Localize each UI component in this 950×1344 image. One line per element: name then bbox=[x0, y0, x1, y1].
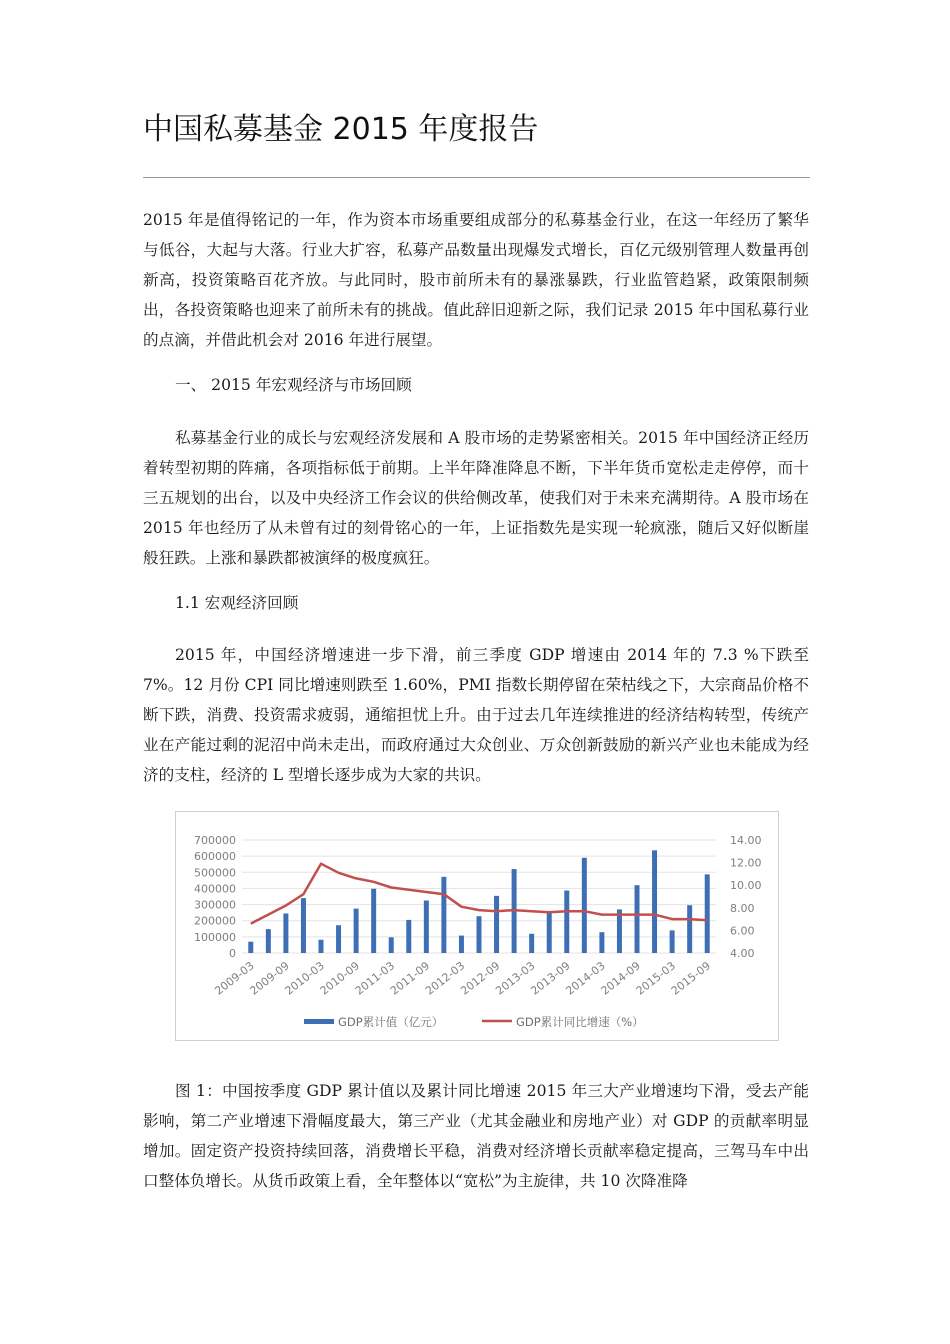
left-axis-tick-label: 300000 bbox=[194, 898, 236, 912]
gdp-bar bbox=[477, 916, 482, 953]
gdp-bar bbox=[266, 929, 271, 953]
section-1-paragraph: 私募基金行业的成长与宏观经济发展和 A 股市场的走势紧密相关。2015 年中国经济正经历着转型初期的阵痛，各项指标低于前期。上半年降准降息不断，下半年货币宽松走走停停，而十三五规划的出台，以及中央经济工作会议的供给侧改革，使我们对于未来充满期待。A 股市场在 2015 年也经历了从未曾有过的刻骨铭心的一年，上证指数先是实现一轮疯涨，随后又好似断崖般狂跌。上涨和暴跌都被演绎的极度疯狂。 bbox=[143, 429, 809, 567]
gdp-bar bbox=[354, 909, 359, 953]
left-axis-tick-label: 700000 bbox=[194, 834, 236, 847]
gdp-chart bbox=[175, 811, 779, 1041]
gdp-bar bbox=[670, 930, 675, 953]
right-axis-tick-label: 12.00 bbox=[730, 856, 762, 870]
gdp-bar bbox=[424, 901, 429, 953]
x-axis-tick-label: 2015-03 bbox=[633, 959, 678, 998]
gdp-bar bbox=[406, 920, 411, 953]
gdp-bar bbox=[248, 942, 253, 953]
gdp-bar bbox=[336, 925, 341, 953]
x-axis-tick-label: 2012-09 bbox=[458, 959, 503, 998]
right-axis-tick-label: 4.00 bbox=[730, 947, 755, 960]
gdp-bar bbox=[617, 909, 622, 953]
gdp-bar bbox=[599, 932, 604, 953]
x-axis-tick-label: 2009-03 bbox=[212, 959, 257, 998]
x-axis-tick-label: 2011-03 bbox=[352, 959, 398, 998]
gdp-bar bbox=[389, 937, 394, 953]
gdp-bar bbox=[283, 913, 288, 953]
subsection-heading: 1.1 宏观经济回顾 bbox=[175, 594, 299, 612]
gdp-bar bbox=[319, 940, 324, 953]
gdp-bar bbox=[564, 891, 569, 953]
section-1-heading: 一、 2015 年宏观经济与市场回顾 bbox=[175, 376, 412, 394]
x-axis-tick-label: 2010-09 bbox=[317, 959, 362, 998]
gdp-bar bbox=[547, 913, 552, 953]
gdp-bar bbox=[371, 889, 376, 953]
x-axis-tick-label: 2009-09 bbox=[247, 959, 292, 998]
gdp-chart-svg bbox=[176, 812, 778, 1040]
x-axis-tick-label: 2013-03 bbox=[493, 959, 538, 998]
left-axis-tick-label: 600000 bbox=[194, 850, 236, 864]
left-axis-tick-label: 500000 bbox=[194, 866, 236, 880]
gdp-bar bbox=[494, 896, 499, 953]
right-axis-tick-label: 10.00 bbox=[730, 879, 762, 893]
x-axis-tick-label: 2013-09 bbox=[528, 959, 573, 998]
macro-paragraph: 2015 年，中国经济增速进一步下滑，前三季度 GDP 增速由 2014 年的 7.3 %下跌至 7%。12 月份 CPI 同比增速则跌至 1.60%，PMI 指数长期停留在荣枯线之下，大宗商品价格不断下跌，消费、投资需求疲弱，通缩担忧上升。由于过去几年连续推进的经济结构转型，传统产业在产能过剩的泥沼中尚未走出，而政府通过大众创业、万众创新鼓励的新兴产业也未能成为经济的支柱，经济的 L 型增长逐步成为大家的共识。 bbox=[143, 646, 809, 784]
x-axis-tick-label: 2010-03 bbox=[282, 959, 327, 998]
gdp-bar bbox=[441, 877, 446, 953]
gdp-bar bbox=[687, 905, 692, 953]
title-divider bbox=[143, 177, 810, 178]
gdp-bar bbox=[705, 874, 710, 953]
left-axis-tick-label: 400000 bbox=[194, 882, 236, 896]
right-axis-tick-label: 6.00 bbox=[730, 924, 755, 938]
x-axis-tick-label: 2011-09 bbox=[387, 959, 433, 998]
figure-paragraph: 图 1：中国按季度 GDP 累计值以及累计同比增速 2015 年三大产业增速均下滑，受去产能影响，第二产业增速下滑幅度最大，第三产业（尤其金融业和房地产业）对 GDP 的贡献率明显增加。固定资产投资持续回落，消费增长平稳，消费对经济增长贡献率稳定提高，三驾马车中出口整体负增长。从货币政策上看，全年整体以“宽松”为主旋律，共 10 次降准降 bbox=[143, 1082, 809, 1190]
x-axis-tick-label: 2012-03 bbox=[423, 959, 468, 998]
gdp-bar bbox=[635, 885, 640, 953]
legend-line-label: GDP累计同比增速（%） bbox=[516, 1015, 644, 1029]
gdp-bar bbox=[459, 936, 464, 953]
right-axis-tick-label: 14.00 bbox=[730, 834, 762, 847]
intro-paragraph: 2015 年是值得铭记的一年，作为资本市场重要组成部分的私募基金行业，在这一年经历了繁华与低谷，大起与大落。行业大扩容，私募产品数量出现爆发式增长，百亿元级别管理人数量再创新高，投资策略百花齐放。与此同时，股市前所未有的暴涨暴跌，行业监管趋紧，政策限制频出，各投资策略也迎来了前所未有的挑战。值此辞旧迎新之际，我们记录 2015 年中国私募行业的点滴，并借此机会对 2016 年进行展望。 bbox=[143, 211, 809, 349]
right-axis-tick-label: 8.00 bbox=[730, 901, 755, 915]
left-axis-tick-label: 100000 bbox=[194, 930, 236, 944]
gdp-bar bbox=[582, 858, 587, 953]
legend-bar-label: GDP累计值（亿元） bbox=[338, 1015, 444, 1029]
document-title: 中国私募基金 2015 年度报告 bbox=[143, 112, 539, 147]
gdp-bar bbox=[652, 850, 657, 953]
x-axis-tick-label: 2014-03 bbox=[563, 959, 608, 998]
gdp-bar bbox=[529, 934, 534, 953]
x-axis-tick-label: 2015-09 bbox=[668, 959, 714, 998]
left-axis-tick-label: 0 bbox=[229, 947, 236, 960]
legend-bar-swatch bbox=[304, 1019, 334, 1024]
left-axis-tick-label: 200000 bbox=[194, 914, 236, 928]
x-axis-tick-label: 2014-09 bbox=[598, 959, 643, 998]
gdp-bar bbox=[301, 898, 306, 953]
